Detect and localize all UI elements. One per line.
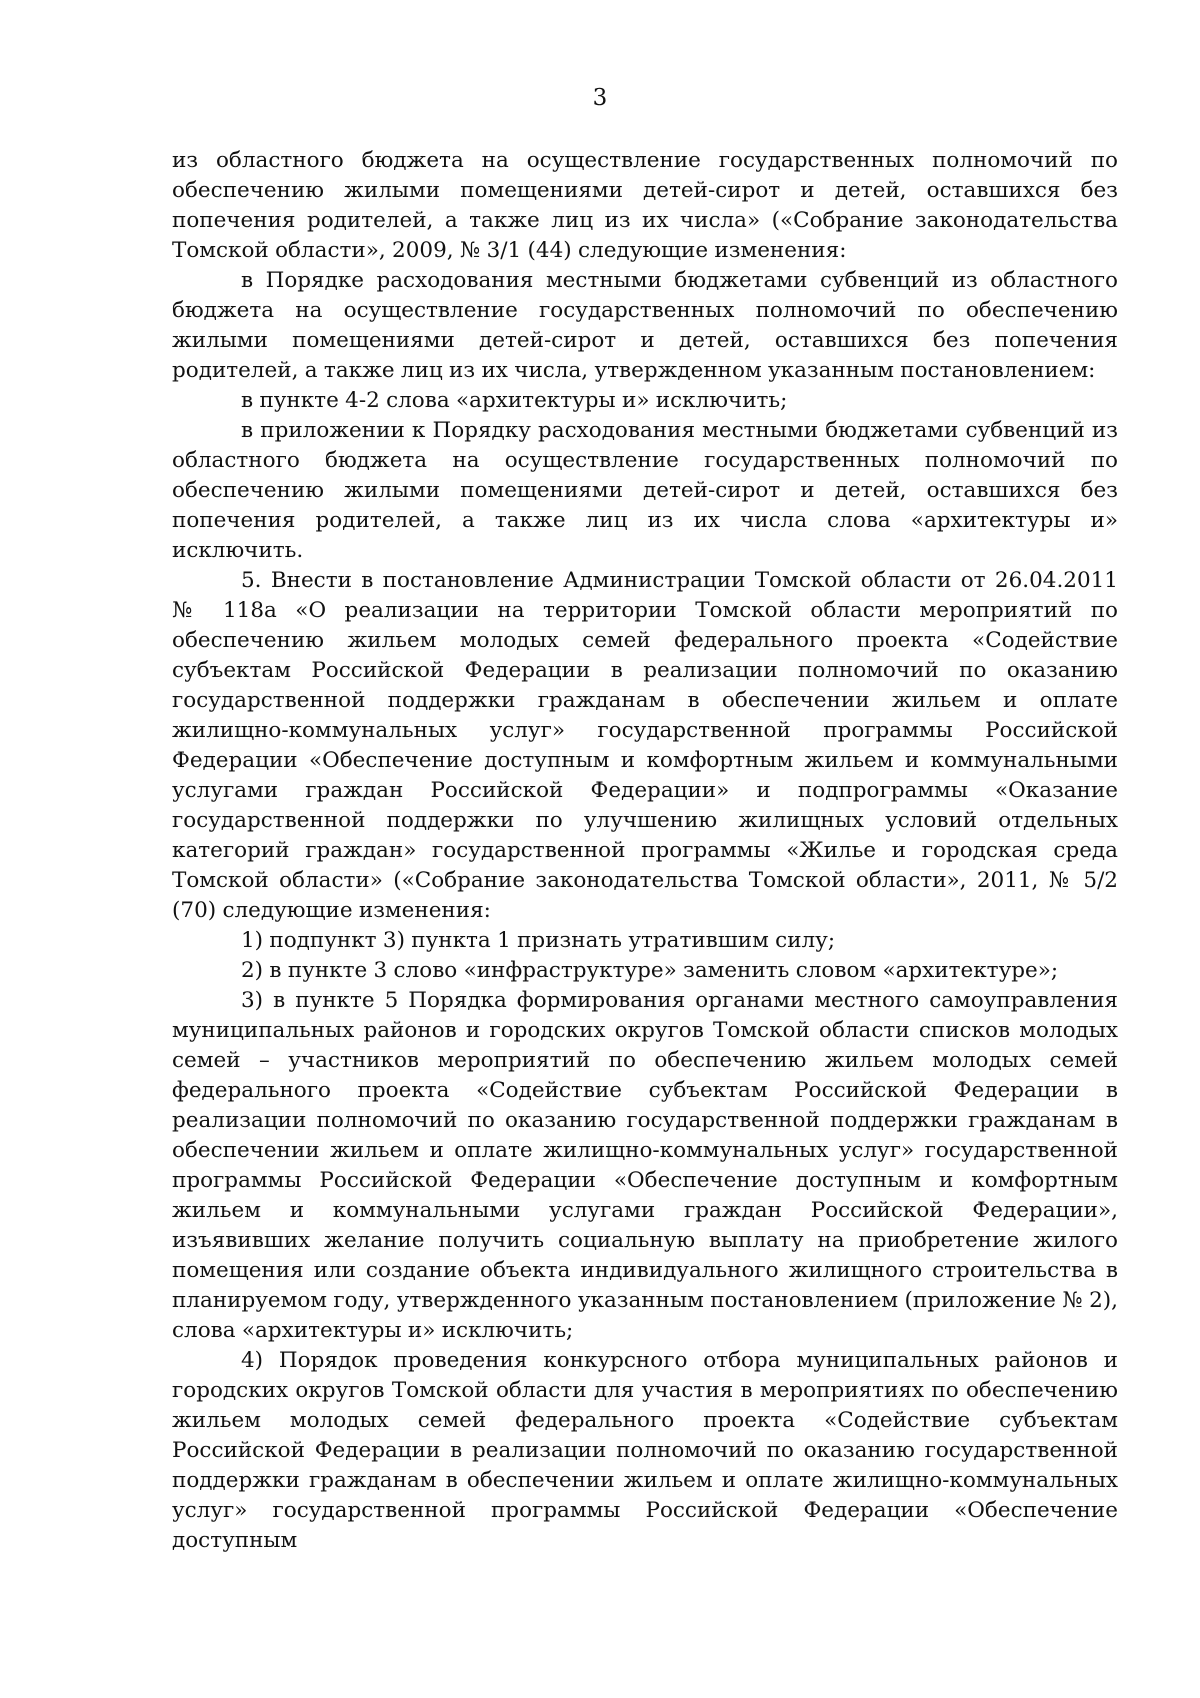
- paragraph: из областного бюджета на осуществление государственных полномочий по обеспечению жилыми помещениями детей-сирот и детей, оставшихся без попечения родителей, а также лиц из их числа» («Собрание законодательства Томской области», 2009, № 3/1 (44) следующие изменения:: [172, 148, 1118, 263]
- paragraph: 3) в пункте 5 Порядка формирования органами местного самоуправления муниципальных районов и городских округов Томской области списков молодых семей – участников мероприятий по обеспечению жильем молодых семей федерального проекта «Содействие субъектам Российской Федерации в реализации полномочий по оказанию государственной поддержки гражданам в обеспечении жильем и оплате жилищно-коммунальных услуг» государственной программы Российской Федерации «Обеспечение доступным и комфортным жильем и коммунальными услугами граждан Российской Федерации», изъявивших желание получить социальную выплату на приобретение жилого помещения или создание объекта индивидуального жилищного строительства в планируемом году, утвержденного указанным постановлением (приложение № 2), слова «архитектуры и» исключить;: [172, 988, 1118, 1343]
- paragraph: в пункте 4-2 слова «архитектуры и» исключить;: [241, 388, 788, 413]
- page-number: 3: [592, 85, 608, 111]
- paragraph: в приложении к Порядку расходования местными бюджетами субвенций из областного бюджета на осуществление государственных полномочий по обеспечению жилыми помещениями детей-сирот и детей, оставшихся без попечения родителей, а также лиц из их числа слова «архитектуры и» исключить.: [172, 418, 1118, 563]
- document-body: [172, 146, 1118, 1556]
- paragraph: 5. Внести в постановление Администрации Томской области от 26.04.2011 № 118а «О реализации на территории Томской области мероприятий по обеспечению жильем молодых семей федерального проекта «Содействие субъектам Российской Федерации в реализации полномочий по оказанию государственной поддержки гражданам в обеспечении жильем и оплате жилищно-коммунальных услуг» государственной программы Российской Федерации «Обеспечение доступным и комфортным жильем и коммунальными услугами граждан Российской Федерации» и подпрограммы «Оказание государственной поддержки по улучшению жилищных условий отдельных категорий граждан» государственной программы «Жилье и городская среда Томской области» («Собрание законодательства Томской области», 2011, № 5/2 (70) следующие изменения:: [172, 568, 1118, 923]
- paragraph: в Порядке расходования местными бюджетами субвенций из областного бюджета на осуществление государственных полномочий по обеспечению жилыми помещениями детей-сирот и детей, оставшихся без попечения родителей, а также лиц из их числа, утвержденном указанным постановлением:: [172, 268, 1118, 383]
- paragraph: 1) подпункт 3) пункта 1 признать утратившим силу;: [241, 928, 836, 953]
- paragraph: 2) в пункте 3 слово «инфраструктуре» заменить словом «архитектуре»;: [241, 958, 1059, 983]
- paragraph: 4) Порядок проведения конкурсного отбора муниципальных районов и городских округов Томской области для участия в мероприятиях по обеспечению жильем молодых семей федерального проекта «Содействие субъектам Российской Федерации в реализации полномочий по оказанию государственной поддержки гражданам в обеспечении жильем и оплате жилищно-коммунальных услуг» государственной программы Российской Федерации «Обеспечение доступным: [172, 1348, 1118, 1553]
